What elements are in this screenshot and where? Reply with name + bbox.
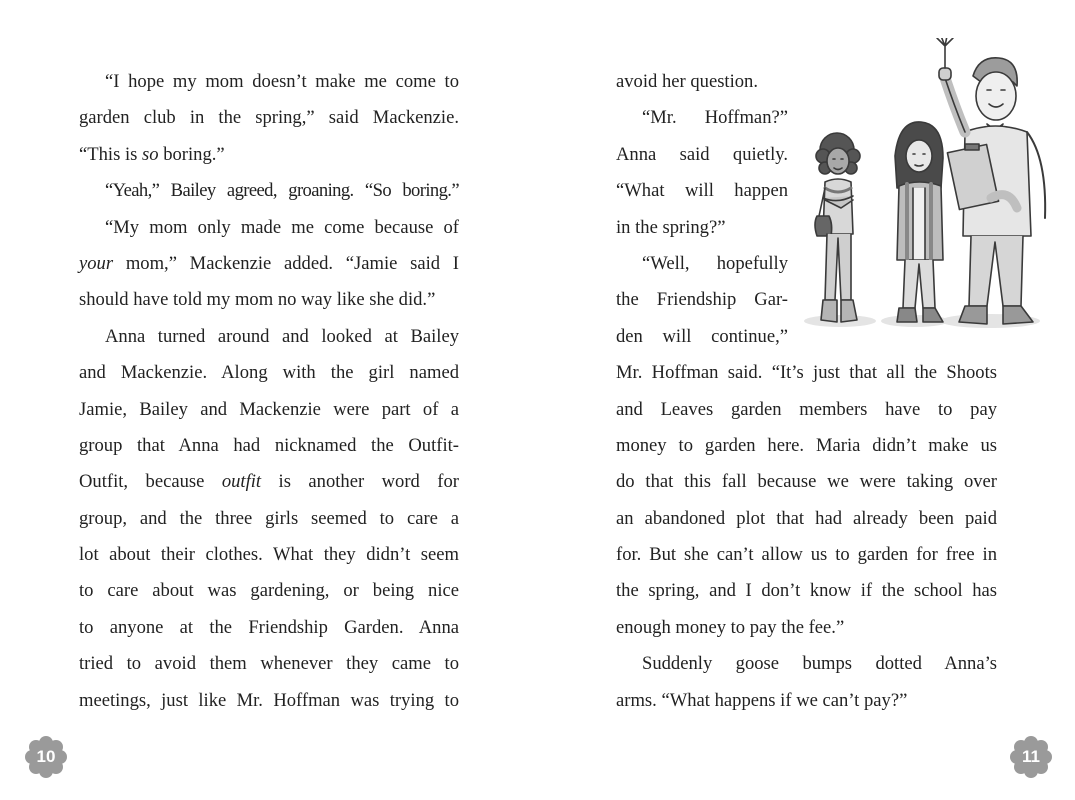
text-line: “I hope my mom doesn’t make me come to xyxy=(105,71,459,92)
text-line: an abandoned plot that had already been paid xyxy=(616,507,997,529)
text-line: to anyone at the Friendship Garden. Anna xyxy=(79,616,459,638)
left-page-text xyxy=(79,64,459,719)
text-line: den will continue,” xyxy=(616,325,788,347)
text-line: Suddenly goose bumps dotted Anna’s xyxy=(642,653,997,675)
text-line: “Yeah,” Bailey agreed, groaning. “So boring.” xyxy=(105,180,459,202)
text-line: “Mr. Hoffman?” xyxy=(642,107,788,129)
page-number: 11 xyxy=(1022,747,1040,766)
page-number-badge-right xyxy=(1010,736,1052,778)
text-line: lot about their clothes. What they didn’t seem xyxy=(79,544,459,566)
text-line: enough money to pay the fee.” xyxy=(616,616,845,638)
text-line: tried to avoid them whenever they came to xyxy=(79,653,459,675)
text-line: Outfit, because outfit is another word for xyxy=(79,471,459,493)
text-line: and Mackenzie. Along with the girl named xyxy=(79,362,459,384)
text-line: Mr. Hoffman said. “It’s just that all the Shoots xyxy=(616,362,997,384)
text-line: to care about was gardening, or being nice xyxy=(79,580,459,602)
text-line: “My mom only made me come because of xyxy=(105,216,459,238)
page-number: 10 xyxy=(36,747,56,766)
text-line: your mom,” Mackenzie added. “Jamie said I xyxy=(79,252,459,274)
text-line: group that Anna had nicknamed the Outfit- xyxy=(79,434,459,456)
text-line: group, and the three girls seemed to care a xyxy=(79,507,459,529)
text-line: and Leaves garden members have to pay xyxy=(616,398,997,420)
page-number-badge-left xyxy=(25,736,67,778)
text-line: Anna turned around and looked at Bailey xyxy=(105,325,459,347)
illustration-drawing xyxy=(795,38,1055,343)
text-line: should have told my mom no way like she did.” xyxy=(79,289,436,311)
text-line: “This is so boring.” xyxy=(79,143,225,165)
text-line: the Friendship Gar- xyxy=(616,289,788,311)
text-line: Anna said quietly. xyxy=(616,143,788,165)
text-line: Jamie, Bailey and Mackenzie were part of a xyxy=(79,398,459,420)
text-line: in the spring?” xyxy=(616,216,726,238)
text-line: avoid her question. xyxy=(616,71,759,92)
text-line: arms. “What happens if we can’t pay?” xyxy=(616,689,908,711)
text-line: money to garden here. Maria didn’t make us xyxy=(616,434,997,456)
text-line: “Well, hopefully xyxy=(642,252,788,274)
text-line: for. But she can’t allow us to garden for free in xyxy=(616,544,997,566)
text-line: do that this fall because we were taking over xyxy=(616,471,997,493)
two-girls-and-teacher-illustration xyxy=(795,38,1055,343)
text-line: the spring, and I don’t know if the school has xyxy=(616,580,997,602)
text-line: meetings, just like Mr. Hoffman was trying to xyxy=(79,689,459,711)
text-line: “What will happen xyxy=(616,180,788,202)
text-line: garden club in the spring,” said Mackenzie. xyxy=(79,107,459,129)
